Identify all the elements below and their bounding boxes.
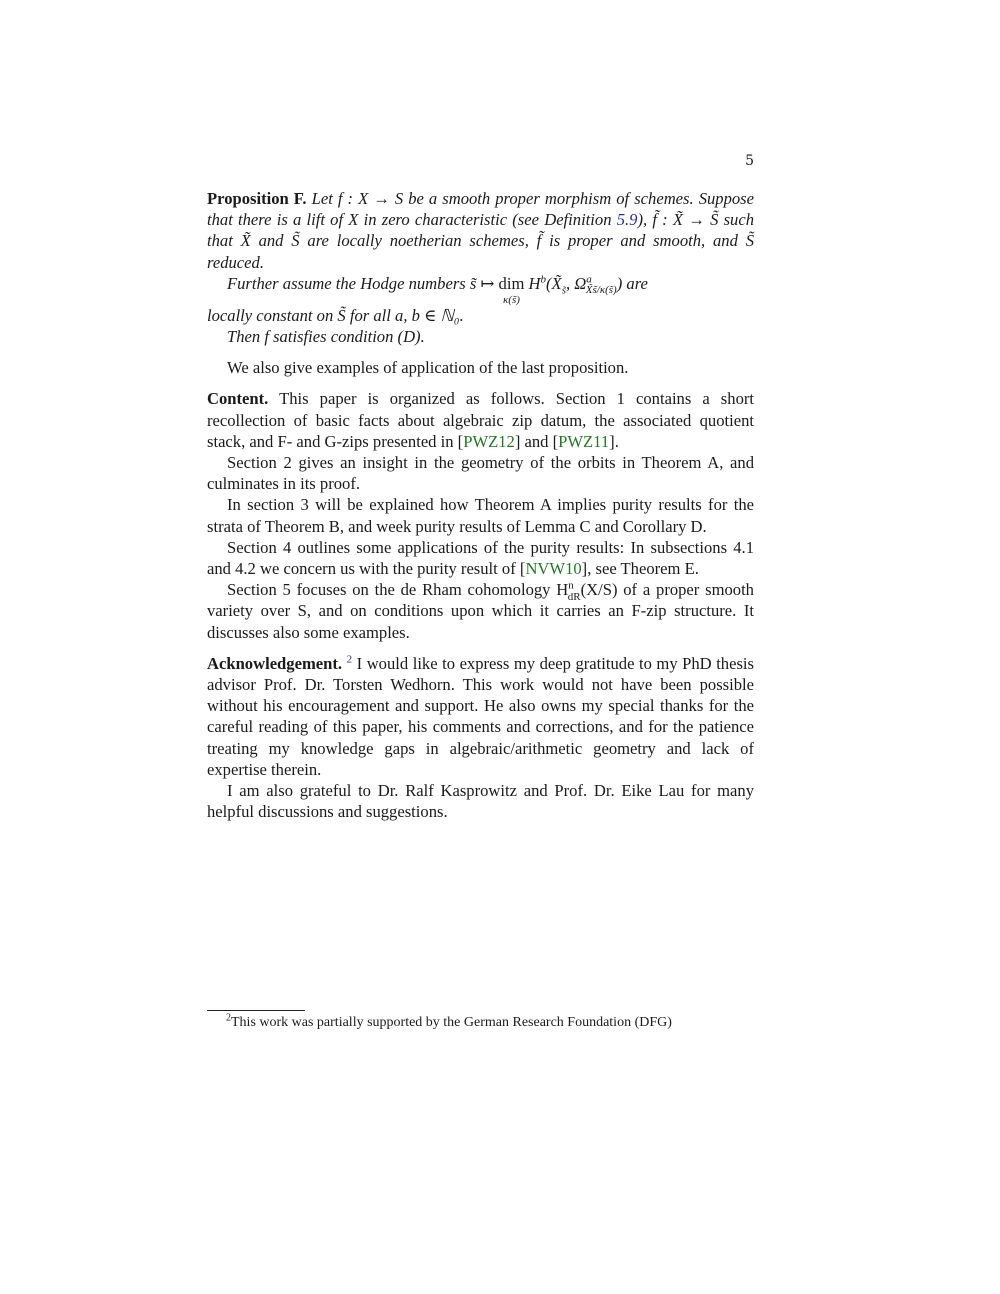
page-number: 5 (745, 153, 754, 169)
citation-pwz11[interactable]: PWZ11 (558, 431, 610, 451)
examples-sentence: We also give examples of application of the last proposition. (227, 358, 629, 378)
section-4-text: Section 4 outlines some applications of the purity results: In subsections 4.1 and 4.2 we concern us with the purity result of [ (207, 537, 754, 579)
section-3-paragraph: In section 3 will be explained how Theorem A implies purity results for the strata of Theorem B, and week purity results of Lemma C and Corollary D. (207, 495, 754, 536)
derham-subscript: dR (567, 590, 581, 603)
section-5-text-end: (X/S) of a proper smooth variety over S, and on conditions upon which it carries an F-zip structure. It discusses also some examples. (207, 580, 754, 642)
content-text: This paper is organized as follows. Section 1 contains a short recollection of basic facts about algebraic zip datum, the associated quotient stack, and F- and G-zips presented in [ (207, 389, 754, 451)
acknowledgement-label: Acknowledgement. (207, 653, 343, 673)
footnote-mark-link[interactable]: 2 (346, 653, 353, 666)
hodge-numbers-line (207, 273, 754, 305)
locally-constant-line: locally constant on S̃ for all a, b ∈ ℕ₀. (207, 305, 464, 325)
page-body (207, 188, 754, 822)
section-5-text: Section 5 focuses on the de Rham cohomology H (227, 580, 569, 600)
footnote (226, 1014, 756, 1032)
dim-operator (499, 273, 525, 306)
omega-subscript: X̃s̃/κ(s̃) (585, 284, 617, 297)
section-5-paragraph (207, 579, 754, 643)
fiber-symbol: (X̃ (546, 273, 562, 293)
proposition-label: Proposition F. (207, 189, 307, 208)
hodge-text-end: ) are (616, 273, 648, 293)
hodge-text: Further assume the Hodge numbers s̃ ↦ (227, 273, 499, 293)
dim-subscript: κ(s̃) (503, 293, 520, 306)
proposition-text-cont: ), f̃ : X̃ → S̃ such that X̃ and S̃ are locally noetherian schemes, f̃ is proper and smooth, and S̃ reduced. (207, 210, 754, 272)
content-label: Content. (207, 389, 269, 409)
acknowledgement-text: I would like to express my deep gratitude to my PhD thesis advisor Prof. Dr. Torsten Wedhorn. This work would not have been possible without his encouragement and support. He also owns my special thanks for the careful reading of this paper, his comments and corrections, and for the patience treating my knowledge gaps in algebraic/arithmetic geometry and lack of expertise therein. (207, 653, 754, 779)
content-text-end: ]. (609, 431, 619, 451)
section-4-text-end: ], see Theorem E. (581, 559, 699, 579)
acknowledgement-section (207, 653, 754, 780)
proposition-f (207, 188, 754, 273)
fiber-subscript: s̃ (561, 284, 566, 297)
footnote-rule (207, 1010, 305, 1011)
condition-d-line: Then f satisfies condition (D). (227, 327, 425, 347)
omega-symbol: , Ω (565, 273, 587, 293)
degree-b: b (540, 273, 547, 286)
section-2-paragraph: Section 2 gives an insight in the geometry of the orbits in Theorem A, and culminates in its proof. (207, 453, 754, 494)
definition-link[interactable]: 5.9 (616, 210, 638, 230)
footnote-number: 2 (226, 1012, 231, 1024)
derham-superscript: n (568, 579, 574, 592)
footnote-text: This work was partially supported by the German Research Foundation (DFG) (231, 1015, 672, 1030)
dim-label: dim (498, 273, 525, 293)
acknowledgement-second-paragraph: I am also grateful to Dr. Ralf Kasprowitz and Prof. Dr. Eike Lau for many helpful discussions and suggestions. (207, 781, 754, 822)
content-text-mid: ] and [ (514, 431, 559, 451)
degree-a: a (586, 273, 592, 286)
proposition-text: Let f : X → S be a smooth proper morphism of schemes. Suppose that there is a lift of X in zero characteristic (see Definition (207, 189, 754, 230)
content-section (207, 388, 754, 452)
cohomology-symbol: H (524, 273, 541, 293)
citation-nvw10[interactable]: NVW10 (525, 559, 582, 579)
section-4-paragraph (207, 537, 754, 579)
citation-pwz12[interactable]: PWZ12 (463, 431, 515, 451)
